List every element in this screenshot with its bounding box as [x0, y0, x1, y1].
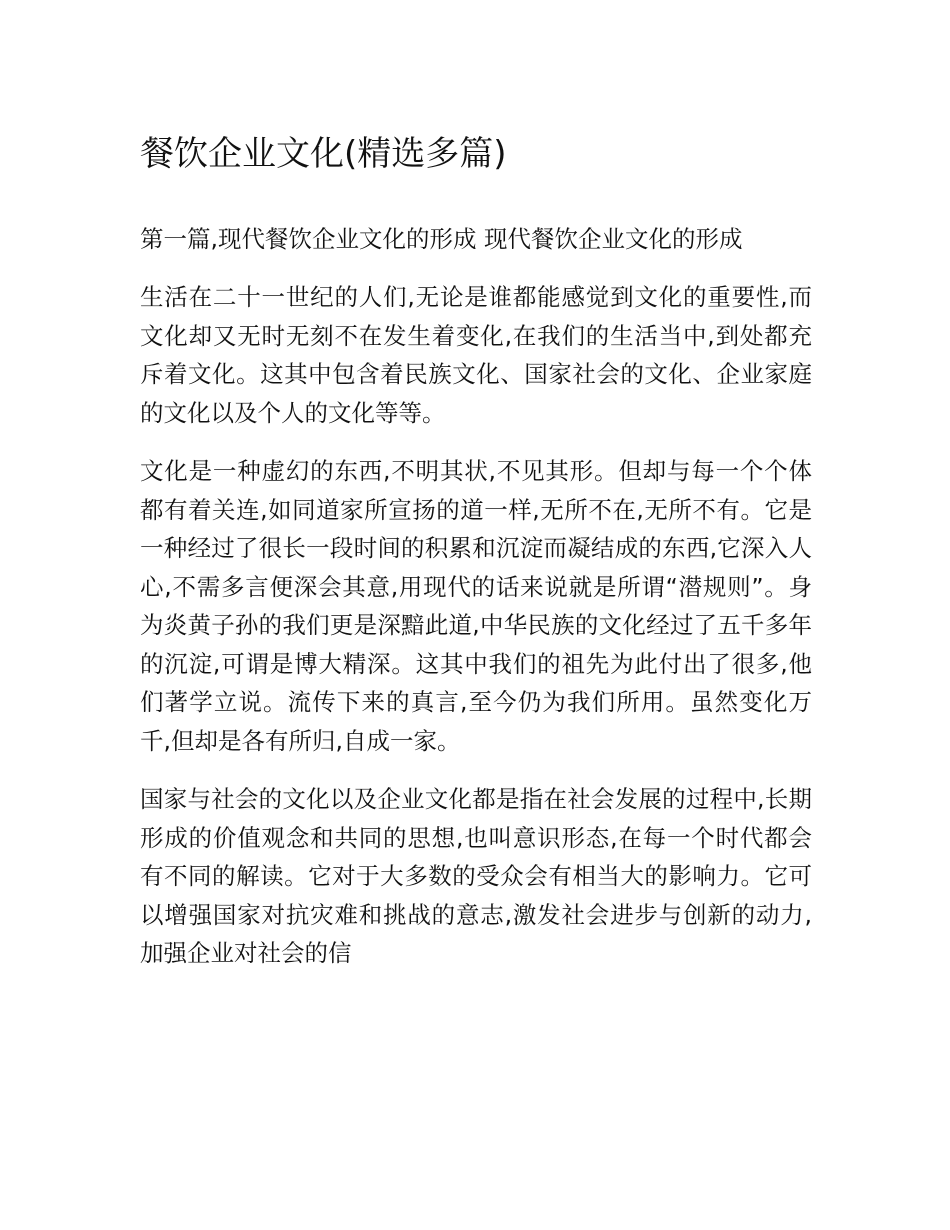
paragraph-1: 生活在二十一世纪的人们,无论是谁都能感觉到文化的重要性,而文化却又无时无刻不在发生着变化,在我们的生活当中,到处都充斥着文化。这其中包含着民族文化、国家社会的文化、企业家庭的文化以及个人的文化等等。	[140, 283, 812, 427]
paragraph-2: 文化是一种虚幻的东西,不明其状,不见其形。但却与每一个个体都有着关连,如同道家所宣扬的道一样,无所不在,无所不有。它是一种经过了很长一段时间的积累和沉淀而凝结成的东西,它深入人心,不需多言便深会其意,用现代的话来说就是所谓“潜规则”。身为炎黄子孙的我们更是深黯此道,中华民族的文化经过了五千多年的沉淀,可谓是博大精深。这其中我们的祖先为此付出了很多,他们著学立说。流传下来的真言,至今仍为我们所用。虽然变化万千,但却是各有所归,自成一家。	[140, 457, 812, 755]
document-title: 餐饮企业文化(精选多篇)	[140, 134, 507, 174]
document-page	[140, 128, 812, 993]
paragraph-3: 国家与社会的文化以及企业文化都是指在社会发展的过程中,长期形成的价值观念和共同的思想,也叫意识形态,在每一个时代都会有不同的解读。它对于大多数的受众会有相当大的影响力。它可以增强国家对抗灾难和挑战的意志,激发社会进步与创新的动力,加强企业对社会的信	[140, 785, 812, 967]
section-heading: 第一篇,现代餐饮企业文化的形成 现代餐饮企业文化的形成	[140, 225, 743, 253]
